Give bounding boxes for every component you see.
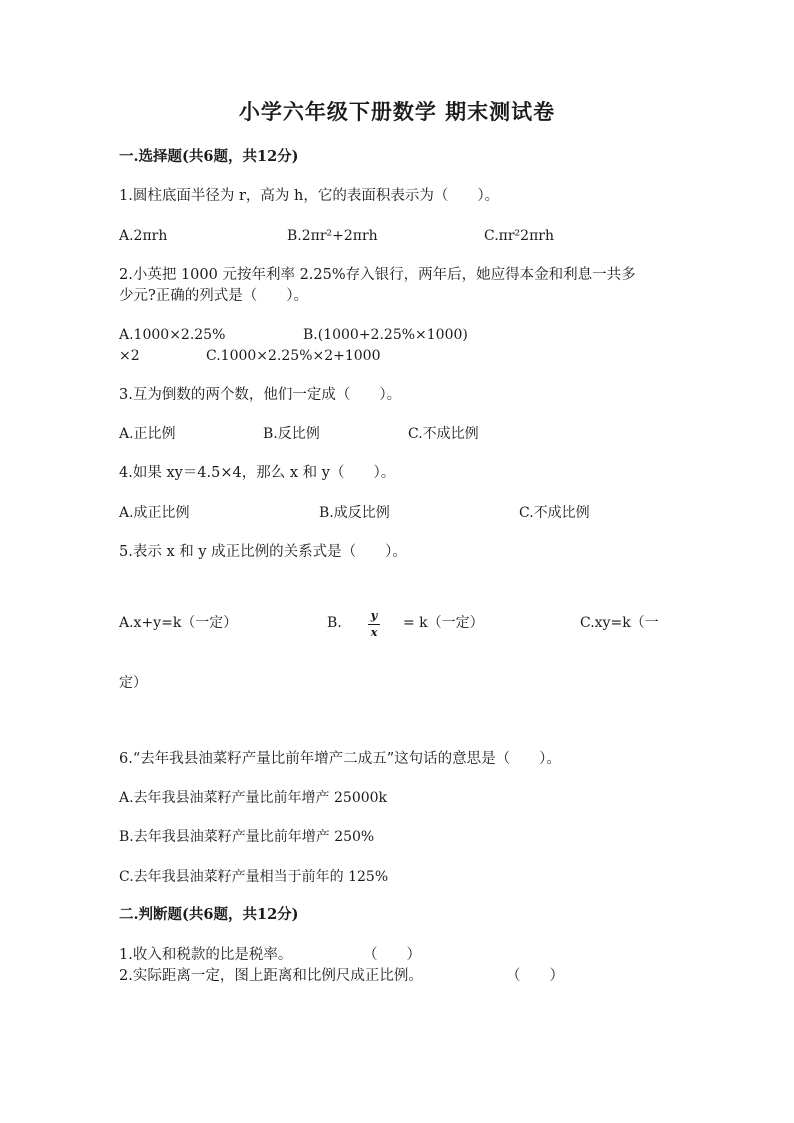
question-1-text: 1.圆柱底面半径为 r，高为 h，它的表面积表示为（ ）。	[119, 188, 500, 204]
question-4-option-b: B.成反比例	[319, 505, 390, 521]
section-heading-choice: 一.选择题(共6题，共12分)	[119, 148, 299, 165]
question-5-option-b-rest: = k（一定）	[403, 615, 484, 631]
question-4-option-c: C.不成比例	[519, 505, 590, 521]
judgement-2-text: 2.实际距离一定，图上距离和比例尺成正比例。	[119, 968, 423, 984]
question-1-option-b: B.2πr²+2πrh	[287, 228, 378, 244]
question-1-option-c: C.πr²2πrh	[484, 228, 554, 244]
question-3-text: 3.互为倒数的两个数，他们一定成（ ）。	[119, 387, 402, 403]
page-title: 小学六年级下册数学 期末测试卷	[238, 99, 556, 124]
question-2-option-c: C.1000×2.25%×2+1000	[206, 348, 381, 364]
question-4-text: 4.如果 xy＝4.5×4，那么 x 和 y（ ）。	[119, 465, 396, 481]
question-5-option-c: C.xy=k（一	[580, 615, 659, 631]
judgement-1-blank: （ ）	[363, 947, 421, 963]
fraction-numerator: y	[370, 608, 378, 622]
question-3-option-c: C.不成比例	[408, 426, 479, 442]
question-5-option-c-cont: 定）	[119, 675, 147, 691]
question-2-option-b-cont: ×2	[119, 348, 140, 364]
question-2-text-line2: 少元?正确的列式是（ ）。	[119, 288, 309, 304]
section-heading-judgement: 二.判断题(共6题，共12分)	[119, 906, 299, 923]
question-2-option-a: A.1000×2.25%	[119, 327, 226, 343]
question-6-option-b: B.去年我县油菜籽产量比前年增产 250%	[119, 829, 375, 845]
question-5-option-a: A.x+y=k（一定）	[119, 615, 238, 631]
question-6-text: 6.“去年我县油菜籽产量比前年增产二成五”这句话的意思是（ ）。	[119, 751, 561, 767]
question-6-option-a: A.去年我县油菜籽产量比前年增产 25000k	[119, 790, 388, 806]
question-5-fraction	[368, 610, 380, 638]
question-3-option-b: B.反比例	[263, 426, 320, 442]
question-5-option-b: B.	[327, 615, 342, 631]
judgement-2-blank: （ ）	[506, 968, 564, 984]
question-2-text-line1: 2.小英把 1000 元按年利率 2.25%存入银行，两年后，她应得本金和利息一共多	[119, 267, 636, 283]
question-3-option-a: A.正比例	[119, 426, 176, 442]
question-6-option-c: C.去年我县油菜籽产量相当于前年的 125%	[119, 869, 389, 885]
question-4-option-a: A.成正比例	[119, 505, 190, 521]
question-1-option-a: A.2πrh	[119, 228, 168, 244]
question-2-option-b: B.(1000+2.25%×1000)	[303, 327, 468, 343]
fraction-denominator: x	[370, 624, 378, 639]
question-5-text: 5.表示 x 和 y 成正比例的关系式是（ ）。	[119, 544, 407, 560]
judgement-1-text: 1.收入和税款的比是税率。	[119, 947, 293, 963]
